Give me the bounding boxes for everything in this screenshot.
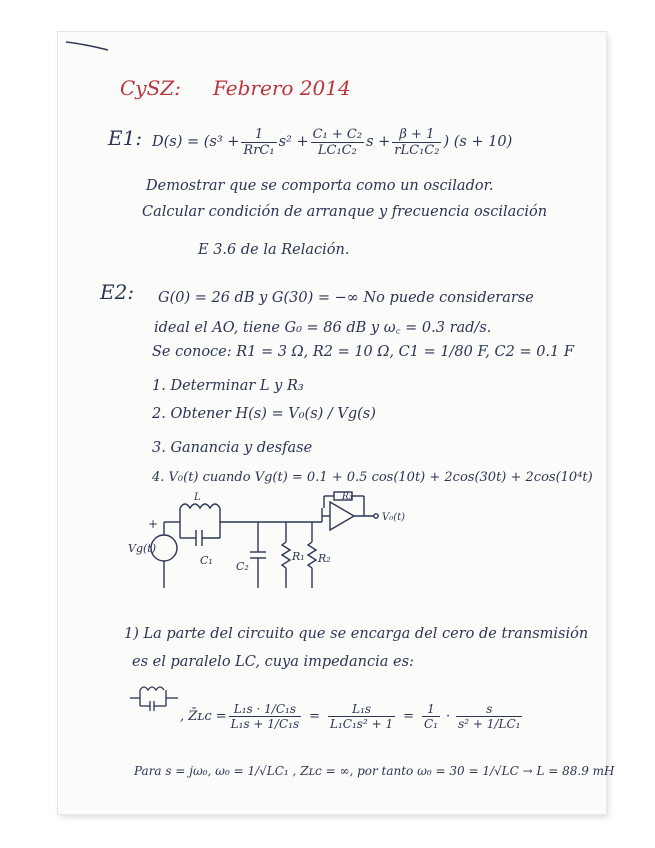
z-a-fraction bbox=[229, 702, 301, 731]
answer-line-1: 1) La parte del circuito que se encarga del cero de transmisión bbox=[124, 626, 589, 642]
e1-statement-1: Demostrar que se comporta como un oscilador. bbox=[146, 178, 494, 194]
c1-label: C₁ bbox=[200, 554, 213, 567]
plus-mark: + bbox=[148, 517, 159, 531]
inductor-icon bbox=[180, 504, 220, 508]
z-d-fraction bbox=[456, 702, 522, 731]
e2-statement-3: Se conoce: R1 = 3 Ω, R2 = 10 Ω, C1 = 1/80 F, C2 = 0.1 F bbox=[152, 344, 574, 360]
e1-statement-2: Calcular condición de arranque y frecuencia oscilación bbox=[142, 204, 548, 220]
lc-parallel-symbol bbox=[128, 684, 180, 712]
e1-term1-den: RrC₁ bbox=[243, 142, 275, 158]
e1-term2-num: C₁ + C₂ bbox=[312, 126, 363, 142]
e1-term1-var: s² + bbox=[278, 134, 309, 150]
z-d-den: s² + 1/LC₁ bbox=[458, 716, 521, 731]
z-d-num: s bbox=[456, 702, 522, 717]
course-title: CySZ: bbox=[120, 76, 181, 100]
z-c-den: C₁ bbox=[424, 716, 438, 731]
z-c-num: 1 bbox=[422, 702, 440, 717]
e2-task-1: 1. Determinar L y R₃ bbox=[152, 378, 304, 394]
e1-term2-fraction bbox=[311, 127, 364, 158]
z-b-fraction bbox=[328, 702, 395, 731]
z-b-num: L₁s bbox=[328, 702, 395, 717]
pen-stroke-mark bbox=[64, 36, 114, 52]
exam-date: Febrero 2014 bbox=[213, 76, 351, 100]
e1-term1-num: 1 bbox=[241, 127, 276, 143]
dot-sign: · bbox=[446, 708, 451, 724]
e2-label: E2: bbox=[100, 280, 135, 304]
c2-label: C₂ bbox=[236, 560, 249, 573]
e1-label: E1: bbox=[108, 126, 143, 150]
r2-label: R₂ bbox=[318, 552, 331, 565]
e1-term3-num: β + 1 bbox=[392, 127, 441, 143]
eq-sign-1: = bbox=[309, 708, 321, 724]
e2-statement-1: G(0) = 26 dB y G(30) = −∞ No puede considerarse bbox=[158, 290, 534, 306]
e1-term3-den: rLC₁C₂ bbox=[394, 142, 440, 158]
r1-label: R₁ bbox=[292, 550, 305, 563]
output-node-icon bbox=[374, 514, 378, 518]
e2-statement-2: ideal el AO, tiene G₀ = 86 dB y ω꜀ = 0.3 rad/s. bbox=[154, 320, 492, 336]
e1-term2-var: s + bbox=[366, 134, 391, 150]
opamp-icon bbox=[330, 502, 354, 530]
e1-formula bbox=[152, 118, 512, 166]
document-page bbox=[58, 32, 615, 814]
eq-sign-2: = bbox=[403, 708, 414, 724]
e2-task-2: 2. Obtener H(s) = V₀(s) / Vg(s) bbox=[152, 406, 376, 422]
answer-line-2: es el paralelo LC, cuya impedancia es: bbox=[132, 654, 414, 670]
answer-final-line: Para s = jω₀, ω₀ = 1/√LC₁ , Zʟᴄ = ∞, por tanto ω₀ = 30 = 1/√LC → L = 88.9 mH bbox=[134, 764, 615, 778]
e1-formula-rhs: ) (s + 10) bbox=[443, 134, 513, 150]
z-a-den: L₁s + 1/C₁s bbox=[230, 716, 300, 731]
e1-term2-den: LC₁C₂ bbox=[317, 142, 357, 158]
circuit-diagram bbox=[72, 488, 432, 608]
resistor-r1-icon bbox=[282, 542, 290, 568]
e1-formula-lhs: D(s) = (s³ + bbox=[152, 134, 240, 150]
answer-impedance-eq bbox=[180, 684, 524, 748]
z-label: , Z̄ʟᴄ = bbox=[180, 708, 227, 724]
e1-term1-fraction bbox=[241, 127, 276, 158]
r3-label: R₃ bbox=[342, 492, 353, 502]
e2-task-4: 4. V₀(t) cuando Vg(t) = 0.1 + 0.5 cos(10t) + 2cos(30t) + 2cos(10⁴t) bbox=[152, 470, 593, 485]
e1-reference: E 3.6 de la Relación. bbox=[198, 242, 350, 258]
z-a-num: L₁s · 1/C₁s bbox=[229, 702, 301, 717]
resistor-r2-icon bbox=[308, 542, 316, 568]
vg-label: Vg(t) bbox=[128, 542, 156, 555]
e1-term3-fraction bbox=[392, 127, 441, 158]
l-label: L bbox=[194, 492, 201, 503]
e2-task-3: 3. Ganancia y desfase bbox=[152, 440, 313, 456]
vo-label: V₀(t) bbox=[382, 512, 406, 523]
z-c-fraction bbox=[422, 702, 440, 731]
z-b-den: L₁C₁s² + 1 bbox=[330, 716, 394, 731]
